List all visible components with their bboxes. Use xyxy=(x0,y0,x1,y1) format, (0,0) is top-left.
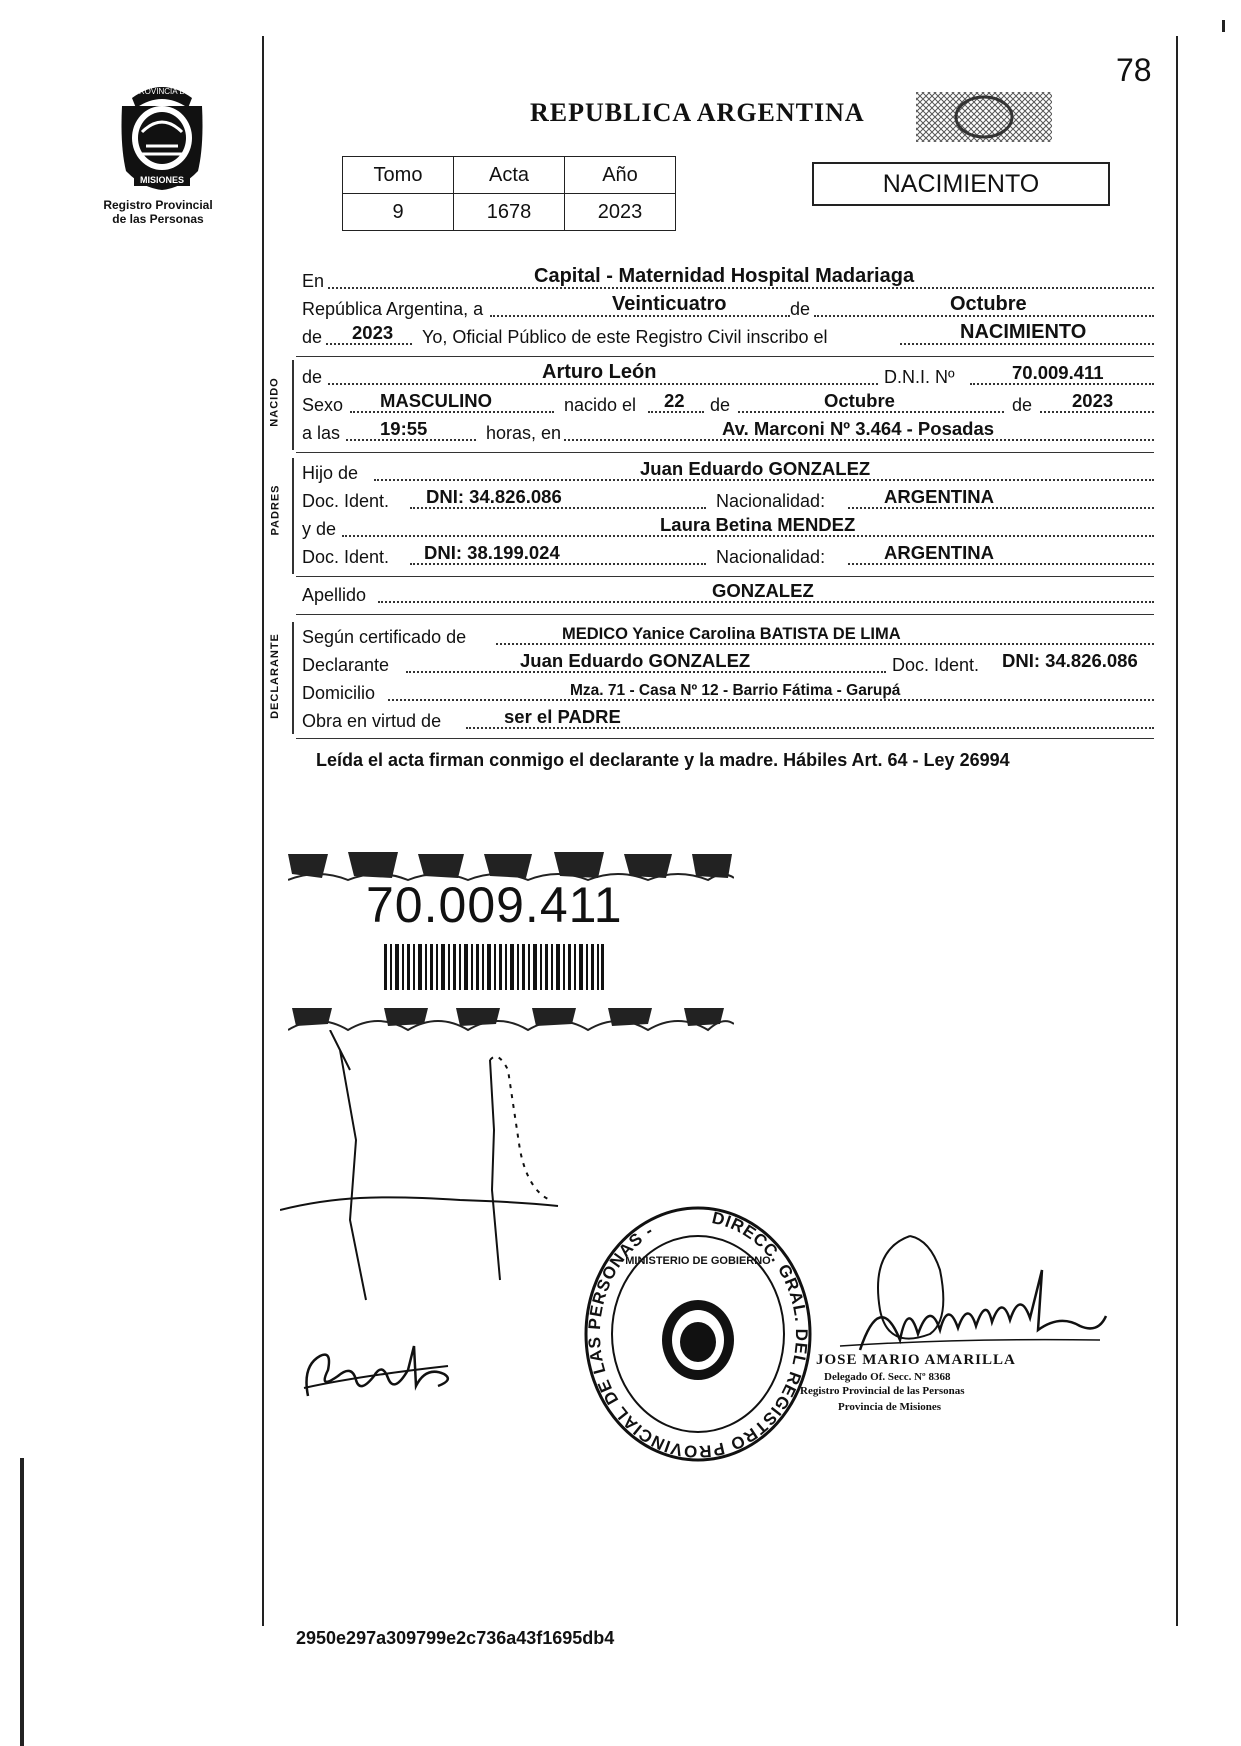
nacido-el-label: nacido el xyxy=(564,395,637,415)
id-label-barcode xyxy=(384,944,604,990)
record-type-box: NACIMIENTO xyxy=(812,162,1110,206)
event-value: NACIMIENTO xyxy=(960,321,1087,343)
closing-statement: Leída el acta firman conmigo el declarante y la madre. Hábiles Art. 64 - Ley 26994 xyxy=(316,750,1010,770)
id-label-number: 70.009.411 xyxy=(366,877,623,933)
record-table-value-row xyxy=(343,194,676,231)
dni-label: D.N.I. Nº xyxy=(884,367,955,387)
a-las-label: a las xyxy=(302,423,341,443)
year-de-label: de xyxy=(302,327,323,347)
registry-caption-line2: de las Personas xyxy=(112,212,204,226)
row-mother-doc xyxy=(302,544,1154,570)
father-doc-value: DNI: 34.826.086 xyxy=(426,486,562,507)
row-sex-birth xyxy=(302,392,1154,418)
mother-doc-value: DNI: 38.199.024 xyxy=(424,542,560,563)
value-anio: 2023 xyxy=(565,194,676,231)
birth-address: Av. Marconi Nº 3.464 - Posadas xyxy=(722,418,995,439)
cert-label: Según certificado de xyxy=(302,627,467,647)
value-acta: 1678 xyxy=(454,194,565,231)
declarant-label: Declarante xyxy=(302,655,390,675)
record-table xyxy=(342,156,676,231)
padres-section-label: PADRES xyxy=(269,484,282,536)
logo-top-text: PROVINCIA DE xyxy=(133,87,191,96)
right-margin-line xyxy=(1176,36,1178,1626)
obra-label: Obra en virtud de xyxy=(302,711,442,731)
declarant-doc-label: Doc. Ident. xyxy=(892,655,980,675)
row-date xyxy=(302,293,1154,322)
birth-day-value: 22 xyxy=(664,390,685,411)
row-obra xyxy=(302,708,1154,734)
day-words-value: Veinticuatro xyxy=(612,293,727,315)
row-father xyxy=(302,460,1154,486)
row-inscription xyxy=(302,321,1154,350)
page-number: 78 xyxy=(1116,52,1152,88)
seal-ring-text: DIRECC. GRAL. DEL REGISTRO PROVINCIAL DE LAS PERSONAS - xyxy=(584,1208,812,1462)
inscribo-text: Yo, Oficial Público de este Registro Civil inscribo el xyxy=(422,327,828,347)
father-nat-value: ARGENTINA xyxy=(884,486,994,507)
mother-nat-value: ARGENTINA xyxy=(884,542,994,563)
newborn-name: Arturo León xyxy=(542,361,657,383)
row-father-doc xyxy=(302,488,1154,514)
birth-de-label: de xyxy=(710,395,731,415)
header-anio: Año xyxy=(565,157,676,194)
official-registry: Registro Provincial de las Personas xyxy=(800,1385,965,1397)
scan-edge-line xyxy=(20,1458,24,1746)
father-name: Juan Eduardo GONZALEZ xyxy=(640,458,871,479)
separator-2 xyxy=(296,452,1154,453)
document-hash: 2950e297a309799e2c736a43f1695db4 xyxy=(296,1628,615,1648)
domicile-label: Domicilio xyxy=(302,683,376,703)
y-de-label: y de xyxy=(302,519,337,539)
record-table-header-row xyxy=(343,157,676,194)
row-surname xyxy=(302,582,1154,608)
scan-corner-mark xyxy=(1222,20,1225,32)
declarant-doc-value: DNI: 34.826.086 xyxy=(1002,650,1138,671)
separator-4 xyxy=(296,614,1154,615)
header-tomo: Tomo xyxy=(343,157,454,194)
document-title: REPUBLICA ARGENTINA xyxy=(530,98,865,127)
seal-inner-text: MINISTERIO DE GOBIERNO xyxy=(625,1255,771,1267)
father-doc-label: Doc. Ident. xyxy=(302,491,390,511)
watermark-emblem xyxy=(914,90,1054,144)
mother-nat-label: Nacionalidad: xyxy=(716,547,826,567)
separator-5 xyxy=(296,738,1154,739)
registry-caption xyxy=(96,198,220,226)
newborn-dni: 70.009.411 xyxy=(1012,362,1104,383)
en-label: En xyxy=(302,271,325,291)
mother-doc-label: Doc. Ident. xyxy=(302,547,390,567)
sex-value: MASCULINO xyxy=(380,390,493,411)
row-time-place xyxy=(302,420,1154,446)
cert-value: MEDICO Yanice Carolina BATISTA DE LIMA xyxy=(562,625,901,643)
row-certificate xyxy=(302,624,1154,650)
obra-value: ser el PADRE xyxy=(504,706,621,727)
domicile-value: Mza. 71 - Casa Nº 12 - Barrio Fátima - Garupá xyxy=(570,682,901,699)
apellido-label: Apellido xyxy=(302,585,367,605)
date-de-label: de xyxy=(790,299,811,319)
separator-1 xyxy=(296,356,1154,357)
left-margin-line xyxy=(262,36,264,1626)
row-name xyxy=(302,361,1154,390)
nacido-de-label: de xyxy=(302,367,323,387)
birth-de-label-2: de xyxy=(1012,395,1033,415)
header-acta: Acta xyxy=(454,157,565,194)
official-role: Delegado Of. Secc. Nº 8368 xyxy=(824,1371,951,1383)
row-place xyxy=(302,265,1154,294)
row-mother xyxy=(302,516,1154,542)
place-value: Capital - Maternidad Hospital Madariaga xyxy=(534,265,915,287)
logo-bottom-text: MISIONES xyxy=(139,175,185,185)
republica-label: República Argentina, a xyxy=(302,299,484,319)
birth-year-value: 2023 xyxy=(1072,390,1114,411)
sexo-label: Sexo xyxy=(302,395,344,415)
signature-declarant xyxy=(298,1336,458,1406)
year-value: 2023 xyxy=(352,322,394,343)
separator-3 xyxy=(296,576,1154,577)
horas-label: horas, en xyxy=(486,423,562,443)
month-value: Octubre xyxy=(950,293,1027,315)
nacido-section-label: NACIDO xyxy=(268,377,281,427)
surname-value: GONZALEZ xyxy=(712,580,814,601)
mother-name: Laura Betina MENDEZ xyxy=(660,514,856,535)
signature-mother xyxy=(280,1030,560,1330)
birth-month-value: Octubre xyxy=(824,390,895,411)
time-value: 19:55 xyxy=(380,418,428,439)
declarante-section-label: DECLARANTE xyxy=(268,633,281,719)
official-province: Provincia de Misiones xyxy=(838,1401,942,1413)
official-stamp xyxy=(798,1352,1058,1413)
row-declarant xyxy=(302,652,1154,678)
province-logo xyxy=(112,76,212,196)
official-name: JOSE MARIO AMARILLA xyxy=(816,1352,1016,1368)
declarant-name: Juan Eduardo GONZALEZ xyxy=(520,650,751,671)
father-nat-label: Nacionalidad: xyxy=(716,491,826,511)
signature-official xyxy=(780,1230,1110,1370)
row-domicile xyxy=(302,680,1154,706)
value-tomo: 9 xyxy=(343,194,454,231)
hijo-de-label: Hijo de xyxy=(302,463,359,483)
registry-caption-line1: Registro Provincial xyxy=(103,198,213,212)
